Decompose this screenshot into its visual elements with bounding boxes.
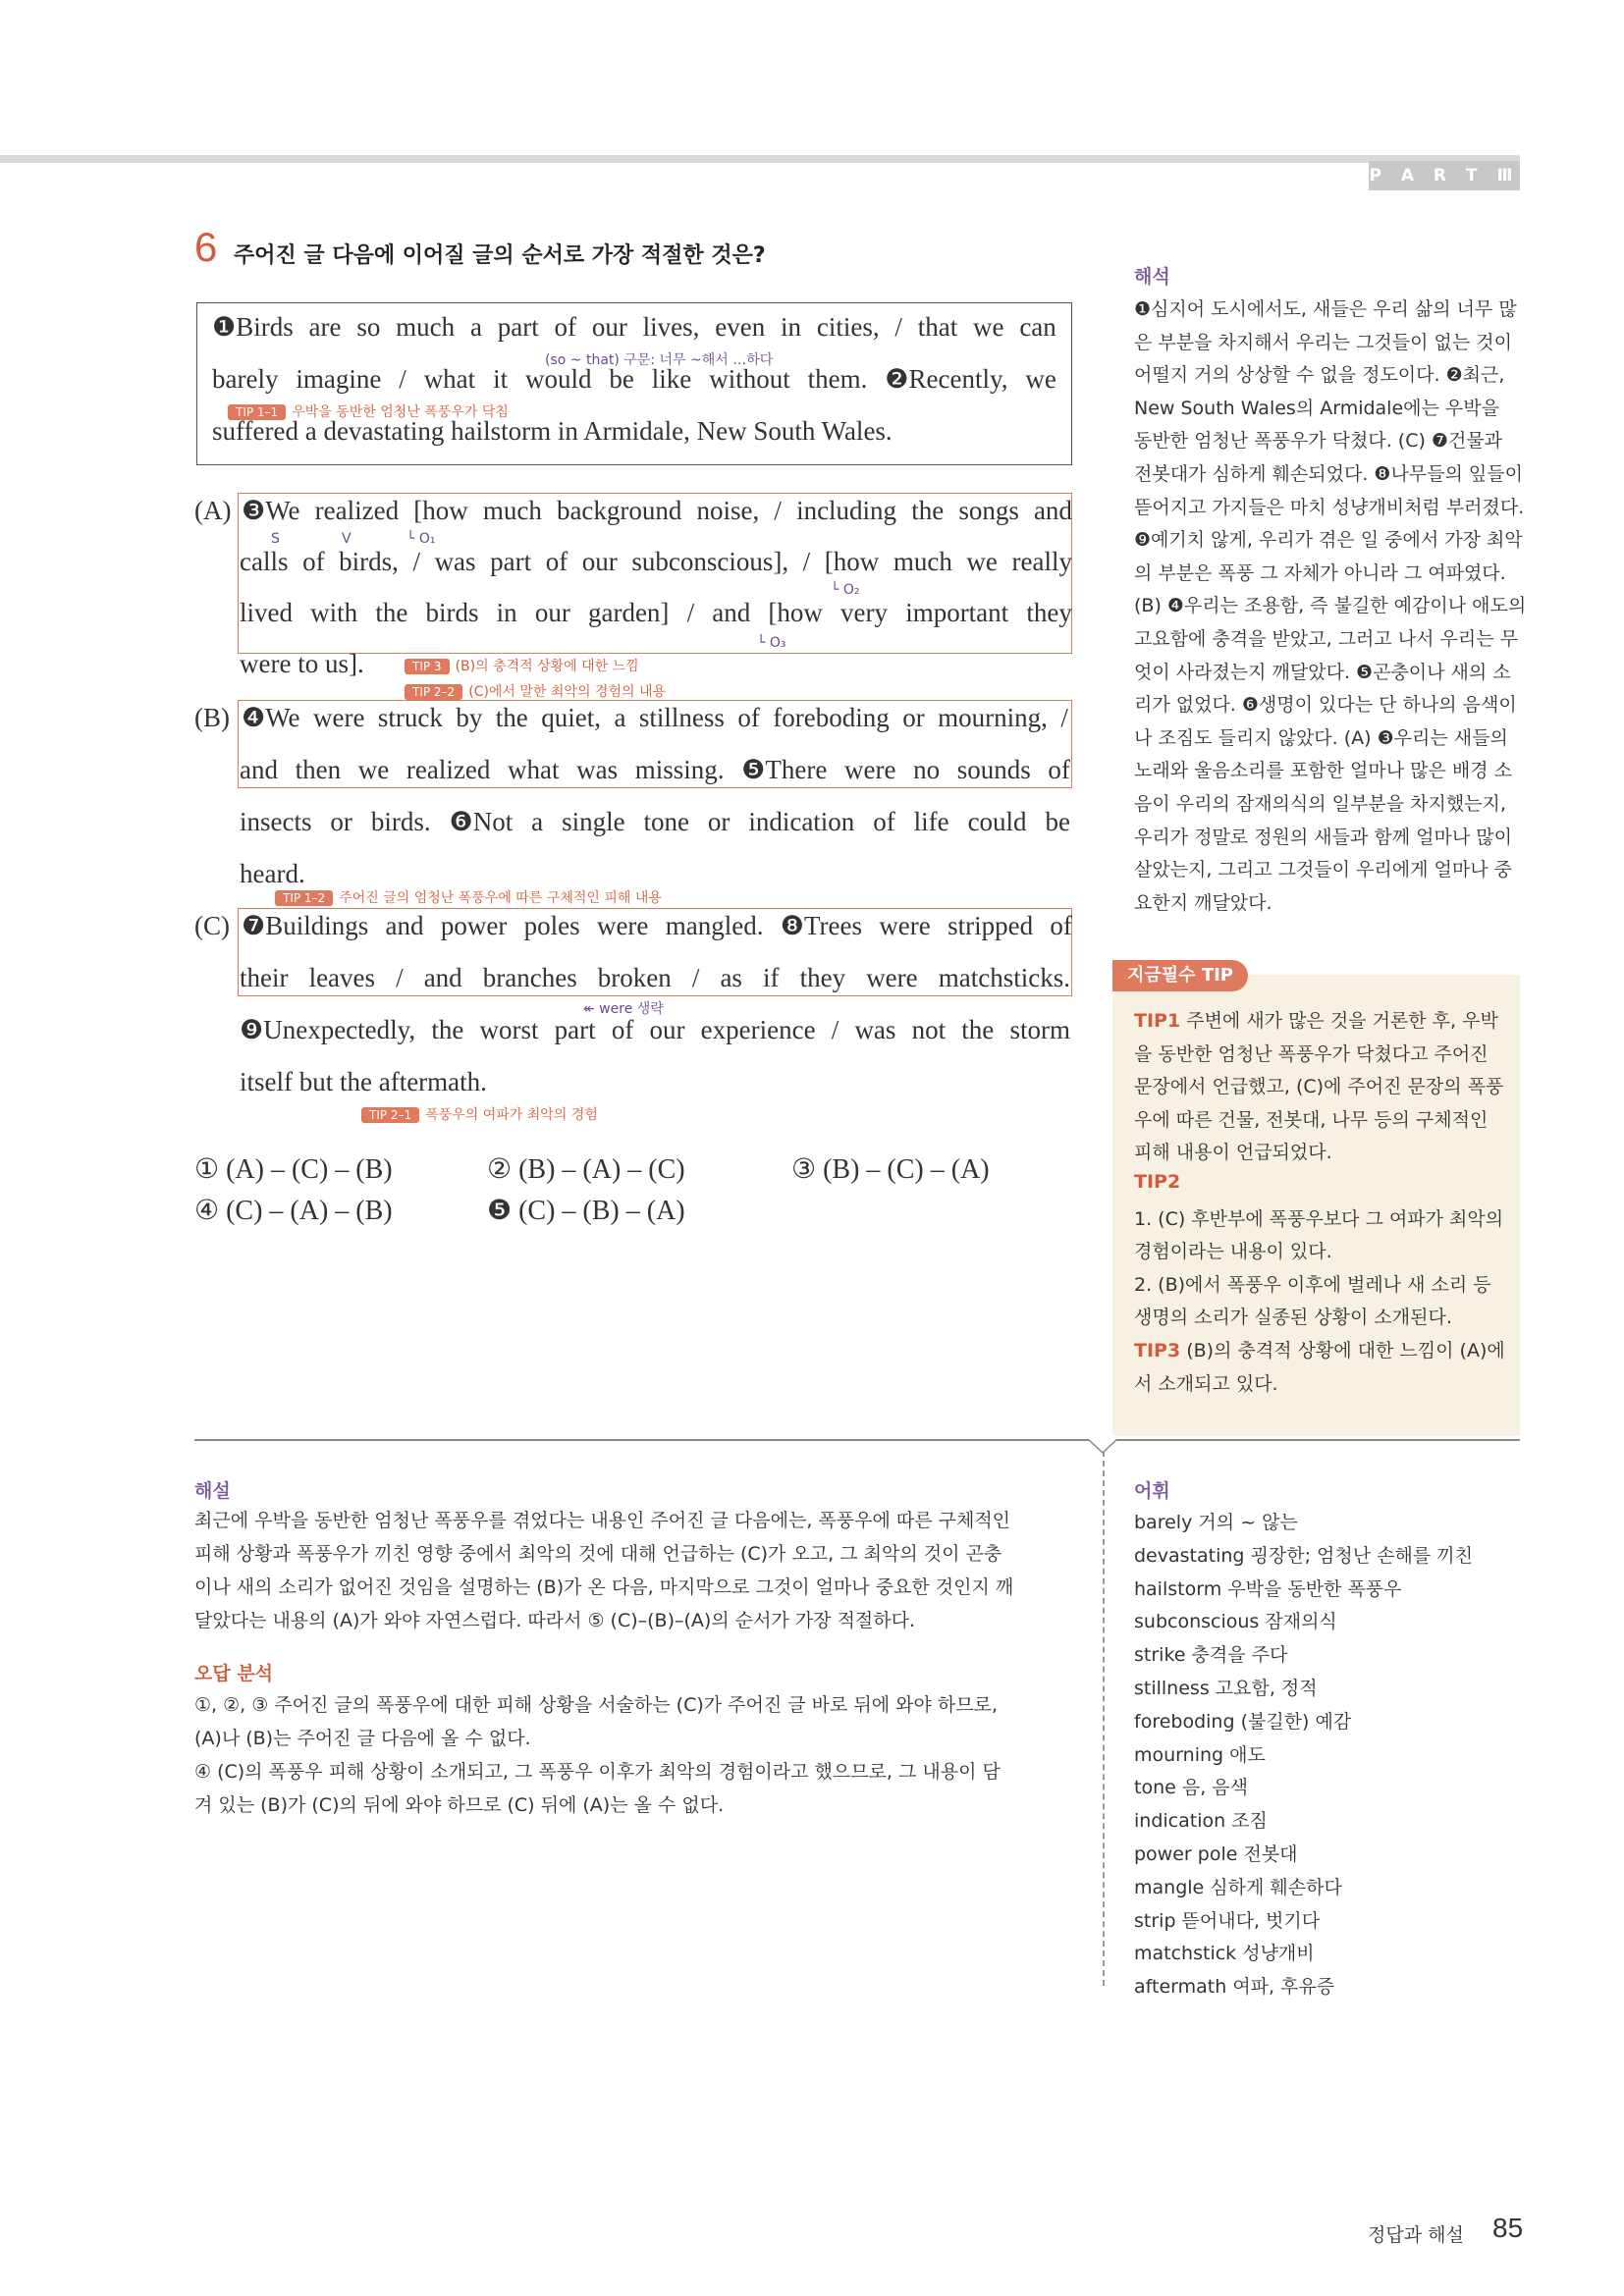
passage-word: was [854, 1015, 896, 1044]
passage-word: [how [824, 547, 880, 576]
passage-word: by [456, 703, 483, 732]
passage-word: lives, [642, 312, 700, 342]
explanation-body: 최근에 우박을 동반한 엄청난 폭풍우를 겪었다는 내용인 주어진 글 다음에는, 폭풍우에 따른 구체적인 피해 상황과 폭풍우가 끼친 영향 중에서 최악의 것에 대해 언급하는 (C)가 오고, 그 최악의 것이 곤충 이나 새의 소리가 없어진 것임을 설명하는 (B)가 온 다음, 마지막으로 그것이 얼마나 중요한 것인지 깨 달았다는 내용의 (A)가 와야 자연스럽다. 따라서 ⑤ (C)–(B)–(A)의 순서가 가장 적절하다. [194, 1510, 1014, 1631]
tip-box-body: TIP1 주변에 새가 많은 것을 거론한 후, 우박 을 동반한 엄청난 폭풍우가 닥쳤다고 주어진 문장에서 언급했고, (C)에 주어진 문장의 폭풍 우에 따른 건물, 전봇대, 나무 등의 구체적인 피해 내용이 언급되었다. TIP2 1. (C) 후반부에 폭풍우보다 그 여파가 최악의 경험이라는 내용이 있다. 2. (B)에서 폭풍우 이후에 벌레나 새 소리 등 생명의 소리가 실종된 상황이 소개된다. TIP3 (B)의 충격적 상황에 대한 느낌이 (A)에 서 소개되고 있다. [1134, 1010, 1505, 1395]
passage-word: our [534, 598, 570, 627]
passage-word: in [781, 312, 802, 342]
page-number: 85 [1492, 2213, 1524, 2243]
passage-word: realized [406, 755, 491, 784]
passage-word: no [913, 755, 941, 784]
question-number: 6 [194, 224, 218, 270]
tip-1-2-annotation: TIP 1–2 주어진 글의 엄청난 폭풍우에 따른 구체적인 피해 내용 [275, 887, 662, 907]
passage-word: them. [807, 364, 868, 394]
vocab-item: hailstorm 우박을 동반한 폭풍우 [1134, 1577, 1402, 1600]
passage-word: storm [1009, 1015, 1070, 1044]
tip-1-1-annotation: TIP 1–1 우박을 동반한 엄청난 폭풍우가 닥침 [228, 401, 509, 421]
choice-5-correct[interactable]: ❺ (C) – (B) – (A) [487, 1196, 685, 1226]
passage-word: missing. [634, 755, 725, 784]
passage-word: songs [958, 496, 1019, 525]
passage-word: not [911, 1015, 947, 1044]
choice-1[interactable]: ① (A) – (C) – (B) [194, 1154, 393, 1185]
passage-word: birds. [370, 807, 431, 836]
passage-word: birds, [339, 547, 399, 576]
passage-word: their [240, 963, 289, 992]
choice-4[interactable]: ④ (C) – (A) – (B) [194, 1196, 393, 1226]
passage-word: ❸We [242, 496, 300, 525]
passage-word: as [720, 963, 742, 992]
vocab-item: tone 음, 음색 [1134, 1777, 1249, 1799]
passage-word: and [712, 598, 751, 627]
wrong-analysis-body: ①, ②, ③ 주어진 글의 폭풍우에 대한 피해 상황을 서술하는 (C)가 주어진 글 바로 뒤에 와야 하므로, (A)나 (B)는 주어진 글 다음에 올 수 없다. ④ (C)의 폭풍우 피해 상황이 소개되고, 그 폭풍우 이후가 최악의 경험이라고 했으므로, 그 내용이 담 겨 있는 (B)가 (C)의 뒤에 와야 하므로 (C) 뒤에 (A)는 올 수 없다. [194, 1694, 1001, 1816]
para-a-line-3 [240, 598, 1072, 628]
passage-word: our [591, 312, 627, 342]
passage-word: ❻Not [449, 807, 514, 836]
vocab-list [1134, 1508, 1473, 2005]
passage-word: / [774, 496, 782, 525]
passage-word: mourning, [938, 703, 1048, 732]
passage-word: and [385, 911, 424, 940]
passage-word: ❶Birds [212, 312, 294, 342]
passage-word: garden] [587, 598, 670, 627]
vocab-item: mourning 애도 [1134, 1743, 1266, 1766]
para-b-line-3 [240, 807, 1070, 837]
passage-word: cities, [816, 312, 880, 342]
vocab-item: mangle 심하게 훼손하다 [1134, 1876, 1342, 1898]
passage-word: background [556, 496, 682, 525]
passage-word: the [911, 496, 945, 525]
passage-word: of [554, 312, 577, 342]
passage-word: leaves [308, 963, 376, 992]
passage-word: calls [240, 547, 289, 576]
tip2-label: TIP2 [1134, 1170, 1181, 1193]
vocab-item: stillness 고요함, 정적 [1134, 1677, 1318, 1699]
passage-word: and [423, 963, 462, 992]
passage-word: with [310, 598, 358, 627]
passage-word: experience [700, 1015, 816, 1044]
passage-word: very [840, 598, 889, 627]
passage-word: or [330, 807, 352, 836]
so-that-note: (so ~ that) 구문: 너무 ~해서 …하다 [545, 352, 774, 368]
passage-word: what [507, 755, 560, 784]
passage-word: a [614, 703, 626, 732]
passage-word: broken [597, 963, 672, 992]
passage-word: were [312, 703, 365, 732]
para-a-label: (A) [194, 496, 232, 525]
para-c-line-3 [240, 1015, 1070, 1045]
para-b-line-2 [240, 755, 1070, 785]
para-c-line-1 [242, 911, 1072, 941]
vocab-item: power pole 전봇대 [1134, 1842, 1298, 1865]
passage-word: the [495, 703, 528, 732]
vocab-heading: 어휘 [1134, 1480, 1170, 1502]
section-divider [194, 1439, 1520, 1441]
tip1-label: TIP1 [1134, 1010, 1181, 1032]
given-line-3: suffered a devastating hailstorm in Armidale, New South Wales. [212, 416, 893, 446]
tip-tag: TIP 1–1 [228, 404, 286, 420]
tip-2-2-annotation: TIP 2–2 (C)에서 말한 최악의 경험의 내용 [405, 681, 666, 701]
passage-word: realized [314, 496, 400, 525]
passage-word: quiet, [541, 703, 601, 732]
passage-word: of [611, 1015, 634, 1044]
wrong-analysis-heading: 오답 분석 [194, 1663, 274, 1684]
tip-box-heading: 지금필수 TIP [1112, 960, 1248, 991]
passage-word: even [715, 312, 766, 342]
explanation-heading: 해설 [194, 1480, 231, 1502]
passage-word: / [802, 547, 811, 576]
choice-3[interactable]: ③ (B) – (C) – (A) [791, 1154, 990, 1185]
passage-word: much [893, 547, 952, 576]
passage-word: power [440, 911, 508, 940]
passage-word: our [649, 1015, 685, 1044]
passage-word: part [490, 547, 532, 576]
o3-label: └ O₃ [757, 635, 786, 651]
passage-word: of [1048, 755, 1070, 784]
top-rule [0, 155, 1520, 163]
tip3-label: TIP3 [1134, 1339, 1181, 1362]
passage-word: matchsticks. [938, 963, 1070, 992]
para-c-line-2 [240, 963, 1070, 993]
passage-word: the [375, 598, 408, 627]
para-a-line-1 [242, 496, 1072, 526]
tip-3-annotation: TIP 3 (B)의 충격적 상황에 대한 느낌 [405, 656, 639, 675]
passage-word: the [431, 1015, 464, 1044]
passage-word: stripped [947, 911, 1034, 940]
passage-word: insects [240, 807, 312, 836]
sv-v-label: V [342, 531, 352, 547]
passage-word: part [554, 1015, 596, 1044]
passage-word: worst [479, 1015, 539, 1044]
passage-word: we [966, 547, 998, 576]
tip-2-1-annotation: TIP 2–1 폭풍우의 여파가 최악의 경험 [361, 1104, 598, 1124]
passage-word: ❷Recently, [885, 364, 1008, 394]
passage-word: much [482, 496, 542, 525]
passage-word: then [295, 755, 342, 784]
passage-word: birds [425, 598, 479, 627]
passage-word: noise, [696, 496, 760, 525]
vocab-item: aftermath 여파, 후유증 [1134, 1976, 1335, 1999]
part-label: P A R T Ⅲ [1369, 161, 1520, 190]
passage-word: could [967, 807, 1027, 836]
passage-word: ❽Trees [780, 911, 862, 940]
passage-word: or [707, 807, 731, 836]
column-divider [1103, 1451, 1105, 1986]
passage-word: so [356, 312, 381, 342]
vocab-item: devastating 굉장한; 엄청난 손해를 끼친 [1134, 1544, 1473, 1567]
vocab-item: matchstick 성냥개비 [1134, 1943, 1315, 1965]
passage-word: that [917, 312, 958, 342]
passage-word: were [596, 911, 649, 940]
passage-word: [how [413, 496, 468, 525]
passage-word: ❹We [242, 703, 300, 732]
passage-word: / [691, 963, 700, 992]
passage-word: our [581, 547, 618, 576]
o2-label: └ O₂ [831, 582, 860, 598]
passage-word: subconscious], [631, 547, 789, 576]
translation-heading: 해석 [1134, 266, 1170, 288]
para-c-label: (C) [194, 911, 230, 940]
passage-word: [how [768, 598, 823, 627]
passage-word: were [879, 911, 931, 940]
passage-word: / [686, 598, 695, 627]
passage-word: indication [748, 807, 855, 836]
passage-word: and [1033, 496, 1072, 525]
passage-word: a [469, 312, 482, 342]
passage-word: be [1045, 807, 1070, 836]
passage-word: we [357, 755, 390, 784]
para-b-line-4: heard. [240, 859, 305, 888]
passage-word: it [493, 364, 509, 394]
choice-2[interactable]: ② (B) – (A) – (C) [487, 1154, 685, 1185]
passage-word: would [525, 364, 592, 394]
passage-word: of [873, 807, 895, 836]
were-omitted-note: ↞ were 생략 [583, 1001, 664, 1017]
passage-word: part [497, 312, 539, 342]
passage-word: branches [482, 963, 577, 992]
passage-word: / [396, 963, 404, 992]
footer-label: 정답과 해설 [1368, 2224, 1464, 2246]
para-a-line-2 [240, 547, 1072, 577]
passage-word: was [434, 547, 476, 576]
passage-word: and [240, 755, 278, 784]
passage-word: of [302, 547, 325, 576]
passage-word: of [1050, 911, 1072, 940]
passage-word: stillness [638, 703, 725, 732]
passage-word: if [763, 963, 780, 992]
passage-word: poles [523, 911, 580, 940]
vocab-item: indication 조짐 [1134, 1810, 1268, 1833]
para-a-line-4: were to us]. [240, 649, 364, 678]
passage-word: important [905, 598, 1009, 627]
passage-word: / [399, 364, 406, 394]
passage-word: like [651, 364, 692, 394]
passage-word: ❾Unexpectedly, [240, 1015, 416, 1044]
passage-word: including [796, 496, 897, 525]
passage-word: / [412, 547, 420, 576]
passage-word: single [562, 807, 625, 836]
sv-s-label: S [271, 531, 280, 547]
passage-word: they [799, 963, 846, 992]
question-prompt: 주어진 글 다음에 이어질 글의 순서로 가장 적절한 것은? [234, 243, 766, 268]
passage-word: what [423, 364, 476, 394]
passage-word: we [973, 312, 1004, 342]
passage-word: in [496, 598, 517, 627]
o1-label: └ O₁ [406, 531, 436, 547]
passage-word: were [843, 755, 896, 784]
para-b-line-1 [242, 703, 1068, 733]
passage-word: or [902, 703, 925, 732]
passage-word: are [308, 312, 342, 342]
passage-word: sounds [956, 755, 1031, 784]
passage-word: struck [377, 703, 443, 732]
passage-word: much [396, 312, 456, 342]
vocab-item: subconscious 잠재의식 [1134, 1611, 1337, 1633]
para-b-label: (B) [194, 703, 230, 732]
passage-word: were [866, 963, 918, 992]
vocab-item: strike 충격을 주다 [1134, 1644, 1288, 1667]
passage-word: life [913, 807, 949, 836]
passage-word: / [894, 312, 902, 342]
passage-word: without [709, 364, 790, 394]
passage-word: imagine [296, 364, 382, 394]
passage-word: can [1019, 312, 1056, 342]
passage-word: we [1025, 364, 1056, 394]
passage-word: / [831, 1015, 839, 1044]
vocab-item: foreboding (불길한) 예감 [1134, 1710, 1352, 1733]
passage-word: they [1026, 598, 1072, 627]
passage-word: tone [643, 807, 689, 836]
passage-word: be [609, 364, 634, 394]
passage-word: really [1011, 547, 1072, 576]
passage-word: / [1060, 703, 1068, 732]
passage-word: ❺There [741, 755, 828, 784]
passage-word: foreboding [773, 703, 890, 732]
vocab-item: strip 뜯어내다, 벗기다 [1134, 1909, 1321, 1932]
passage-word: barely [212, 364, 279, 394]
passage-word: was [576, 755, 619, 784]
passage-word: lived [240, 598, 293, 627]
vocab-item: barely 거의 ~ 않는 [1134, 1512, 1298, 1533]
passage-word: a [531, 807, 544, 836]
passage-word: the [961, 1015, 995, 1044]
passage-word: mangled. [665, 911, 764, 940]
passage-word: of [545, 547, 568, 576]
passage-word: ❼Buildings [242, 911, 369, 940]
passage-word: of [737, 703, 760, 732]
para-c-line-4: itself but the aftermath. [240, 1067, 487, 1096]
given-line-1 [212, 312, 1056, 343]
translation-body: ❶심지어 도시에서도, 새들은 우리 삶의 너무 많 은 부분을 차지해서 우리는 그것들이 없는 것이 어떨지 거의 상상할 수 없을 정도이다. ❷최근, New South Wales의 Armidale에는 우박을 동반한 엄청난 폭풍우가 닥쳤다. (C) ❼건물과 전봇대가 심하게 훼손되었다. ❽나무들의 잎들이 뜯어지고 가지들은 마치 성냥개비처럼 부러졌다. ❾예기치 않게, 우리가 겪은 일 중에서 가장 최악 의 부분은 폭풍 그 자체가 아니라 그 여파였다. (B) ❹우리는 조용함, 즉 불길한 예감이나 애도의 고요함에 충격을 받았고, 그러고 나서 우리는 무 엇이 사라졌는지 깨달았다. ❺곤충이나 새의 소 리가 없었다. ❻생명이 있다는 단 하나의 음색이 나 조짐도 들리지 않았다. (A) ❸우리는 새들의 노래와 울음소리를 포함한 얼마나 많은 배경 소 음이 우리의 잠재의식의 일부분을 차지했는지, 우리가 정말로 정원의 새들과 함께 얼마나 많이 살았는지, 그리고 그것들이 우리에게 얼마나 중 요한지 깨달았다. [1134, 298, 1527, 914]
given-line-2 [212, 364, 1056, 395]
